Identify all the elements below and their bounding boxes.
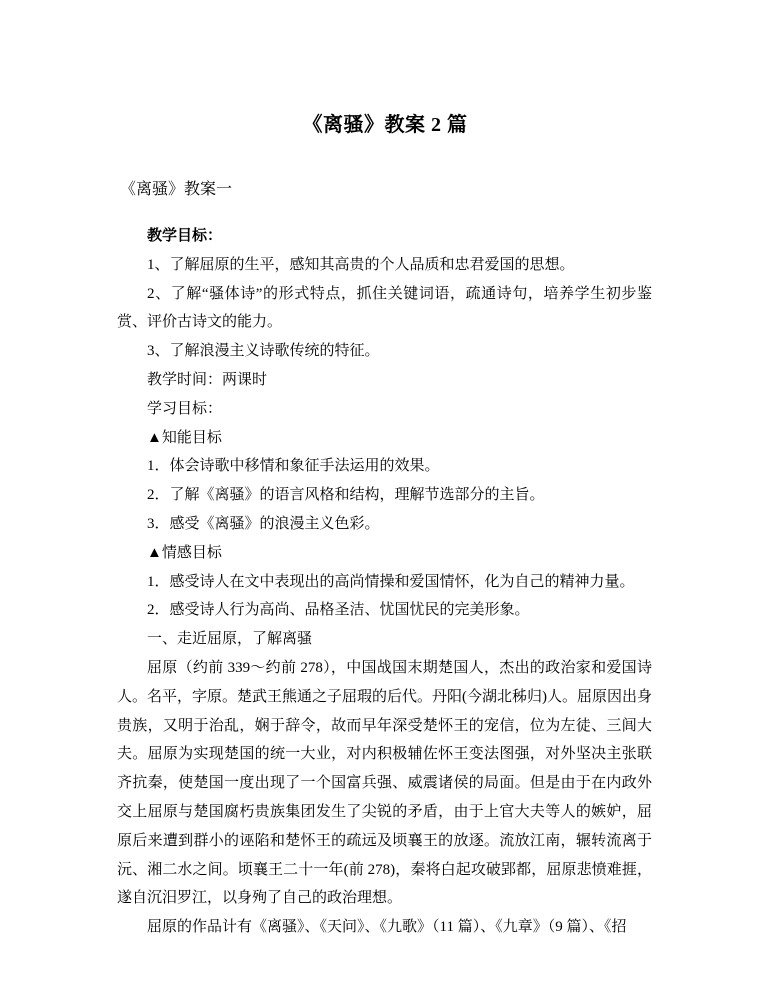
paragraph: 2．感受诗人行为高尚、品格圣洁、忧国忧民的完美形象。 [147,602,530,619]
paragraph: ▲情感目标 [147,544,222,561]
paragraph: 2、了解“骚体诗”的形式特点，抓住关键词语，疏通诗句，培养学生初步鉴赏、评价古诗文的能力。 [117,285,652,331]
document-title: 《离骚》教案 2 篇 [302,114,468,136]
paragraph: ▲知能目标 [147,429,222,446]
paragraph: 学习目标： [147,400,223,417]
document-body [117,222,652,942]
paragraph: 屈原（约前 339～约前 278），中国战国末期楚国人，杰出的政治家和爱国诗人。名平，字原。楚武王熊通之子屈瑕的后代。丹阳(今湖北秭归)人。屈原因出身贵族，又明于治乱，娴于辞令，故而早年深受楚怀王的宠信，位为左徒、三闾大夫。屈原为实现楚国的统一大业，对内积极辅佐怀王变法图强，对外坚决主张联齐抗秦，使楚国一度出现了一个国富兵强、威震诸侯的局面。但是由于在内政外交上屈原与楚国腐朽贵族集团发生了尖锐的矛盾，由于上官大夫等人的嫉妒，屈原后来遭到群小的诬陷和楚怀王的疏远及顷襄王的放逐。流放江南，辗转流离于沅、湘二水之间。顷襄王二十一年(前 278)，秦将白起攻破郢都，屈原悲愤难捱，遂自沉汨罗江，以身殉了自己的政治理想。 [117,659,652,907]
paragraph: 3、了解浪漫主义诗歌传统的特征。 [147,343,380,360]
paragraph: 1、了解屈原的生平，感知其高贵的个人品质和忠君爱国的思想。 [147,256,575,273]
paragraph: 屈原的作品计有《离骚》、《天问》、《九歌》（11 篇）、《九章》（9 篇）、《招 [147,919,627,936]
paragraph: 3．感受《离骚》的浪漫主义色彩。 [147,515,380,532]
paragraph: 一、走近屈原，了解离骚 [147,631,313,648]
paragraph: 1．体会诗歌中移情和象征手法运用的效果。 [147,458,440,475]
paragraph: 教学目标： [147,228,223,244]
paragraph: 教学时间：两课时 [147,371,268,388]
paragraph: 2．了解《离骚》的语言风格和结构，理解节选部分的主旨。 [147,487,545,504]
paragraph: 1．感受诗人在文中表现出的高尚情操和爱国情怀，化为自己的精神力量。 [147,573,635,590]
section-heading: 《离骚》教案一 [120,181,233,198]
